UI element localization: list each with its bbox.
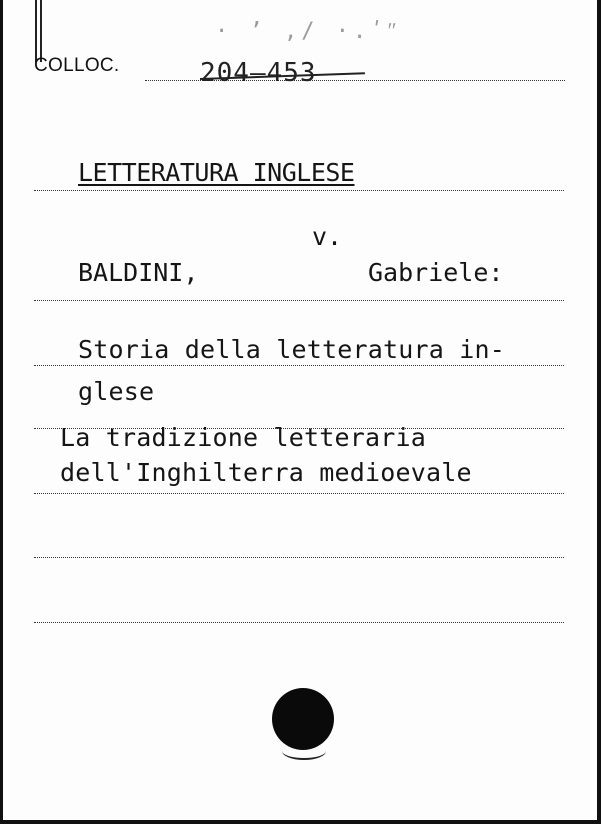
margin-rule [40, 0, 42, 62]
card-right-edge [597, 0, 601, 824]
author-forename: Gabriele: [368, 258, 504, 287]
subtitle-line-1: La tradizione letteraria [60, 423, 427, 452]
title-dotted-line [34, 365, 564, 366]
blank-dotted-line [34, 557, 564, 558]
punch-hole-shadow [282, 742, 326, 760]
subject-dotted-line [34, 190, 564, 191]
subject-heading: LETTERATURA INGLESE [78, 158, 355, 187]
see-reference: v. [312, 222, 343, 251]
faint-stamp-mark: · ’ ,/ ·.ʹʺ [215, 19, 400, 44]
card-left-edge [0, 0, 3, 824]
blank-dotted-line [34, 622, 564, 623]
subtitle-line-2: dell'Inghilterra medioevale [60, 458, 472, 487]
colloc-value: 204—453 [200, 58, 317, 88]
subtitle-bottom-dotted-line [34, 493, 564, 494]
author-surname: BALDINI, [78, 258, 199, 287]
card-bottom-edge [0, 820, 601, 824]
margin-rule [35, 0, 37, 62]
punch-hole [272, 688, 334, 750]
title-line-2: glese [78, 377, 155, 406]
colloc-label: COLLOC. [34, 55, 120, 76]
author-dotted-line [34, 300, 564, 301]
title-line-1: Storia della letteratura in- [78, 335, 506, 364]
